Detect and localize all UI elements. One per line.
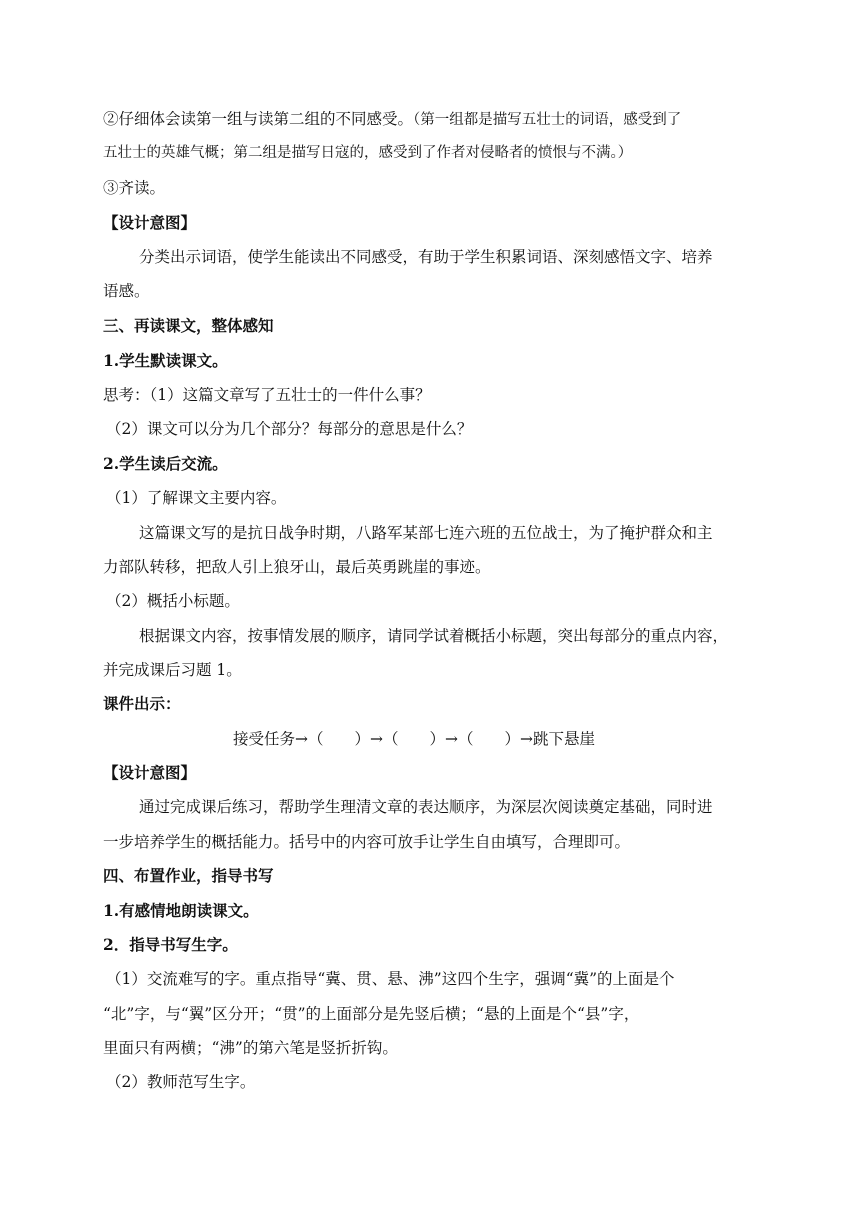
paragraph-line: 里面只有两横；“沸”的第六笔是竖折折钩。	[103, 1039, 398, 1057]
paragraph-line: （2）概括小标题。	[106, 592, 240, 610]
subsection-heading: 2.学生读后交流。	[103, 454, 228, 473]
section-heading: 【设计意图】	[103, 213, 197, 232]
subsection-heading: 1.有感情地朗读课文。	[103, 901, 259, 920]
section-heading: 四、布置作业，指导书写	[103, 866, 274, 885]
subsection-heading: 2．指导书写生字。	[103, 935, 238, 954]
subsection-heading: 课件出示：	[103, 694, 181, 713]
paragraph-line: 五壮士的英雄气概；第二组是描写日寇的，感受到了作者对侵略者的愤恨与不满。）	[103, 145, 633, 161]
paragraph-line: （1）交流难写的字。重点指导“冀、贯、悬、沸”这四个生字，强调“冀”的上面是个	[106, 970, 675, 988]
paragraph-line: （2）课文可以分为几个部分？每部分的意思是什么？	[106, 420, 473, 438]
paragraph-text: ②仔细体会读第一组与读第二组的不同感受。	[103, 110, 414, 128]
paragraph-line: 并完成课后习题 1。	[103, 661, 242, 679]
subsection-heading: 1.学生默读课文。	[103, 351, 228, 370]
paragraph-line: 分类出示词语，使学生能读出不同感受，有助于学生积累词语、深刻感悟文字、培养	[139, 248, 713, 266]
paragraph-line: （2）教师范写生字。	[106, 1073, 256, 1091]
paragraph-line: 语感。	[103, 282, 150, 300]
section-heading: 【设计意图】	[103, 763, 197, 782]
paragraph-line: 力部队转移，把敌人引上狼牙山，最后英勇跳崖的事迹。	[103, 558, 491, 576]
paragraph-note: （第一组都是描写五壮士的词语，感受到了	[413, 112, 682, 128]
flow-line: 接受任务→（ ）→（ ）→（ ）→跳下悬崖	[233, 730, 595, 748]
paragraph-line: （1）了解课文主要内容。	[106, 489, 287, 507]
paragraph-line: 一步培养学生的概括能力。括号中的内容可放手让学生自由填写，合理即可。	[103, 833, 631, 851]
paragraph-line: 根据课文内容，按事情发展的顺序，请同学试着概括小标题，突出每部分的重点内容，	[139, 627, 729, 645]
section-heading: 三、再读课文，整体感知	[103, 316, 274, 335]
paragraph-line: 这篇课文写的是抗日战争时期，八路军某部七连六班的五位战士，为了掩护群众和主	[139, 524, 713, 542]
paragraph-line: “北”字，与“翼”区分开；“贯”的上面部分是先竖后横；“悬的上面是个“县”字，	[103, 1005, 640, 1023]
paragraph-line: ③齐读。	[103, 179, 166, 197]
paragraph-line: 通过完成课后练习，帮助学生理清文章的表达顺序，为深层次阅读奠定基础，同时进	[139, 798, 713, 816]
paragraph-line	[103, 109, 783, 130]
paragraph-line: 思考：（1）这篇文章写了五壮士的一件什么事？	[103, 386, 431, 404]
